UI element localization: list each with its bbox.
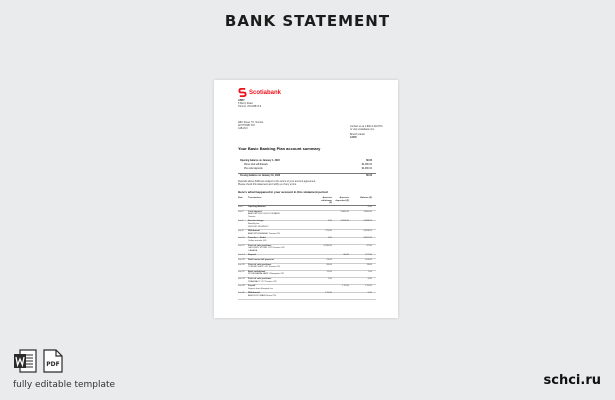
row-balance: 127.00 — [365, 254, 372, 257]
row-description: Withdrawal — [248, 292, 260, 295]
row-description: ABM 00123 MAIN Street ON — [248, 294, 276, 297]
bank-name: Scotiabank — [249, 89, 282, 96]
row-description: Cash deposit — [248, 210, 262, 213]
row-date: Jan 24 — [238, 278, 245, 280]
summary-line: Opening balance on January 1, 2023 $0.00 — [240, 160, 372, 162]
row-description: Service charge — [248, 220, 264, 223]
row-description: Transfer — Debit — [248, 237, 266, 240]
row-balance: 47.00 — [366, 244, 372, 247]
row-withdrawn: 4,780.00 — [323, 244, 332, 247]
row-withdrawn: 12.00 — [326, 270, 332, 273]
row-description: Deposit from Example Inc — [248, 287, 274, 290]
row-date: Jan 18 — [238, 259, 245, 261]
site-watermark: schci.ru — [543, 373, 601, 388]
row-date: Jan 28 — [238, 285, 245, 288]
row-description: Bank withdrawal — [248, 270, 266, 273]
svg-text:PDF: PDF — [46, 361, 60, 368]
row-description: WITHDRAWAL ABM 1 Brampton ON — [248, 273, 284, 276]
note-line: Deposits above $100 are subject to the terms of your account agreement. — [238, 180, 316, 183]
row-description: GROCERY STORE #125 Toronto ON — [248, 247, 285, 250]
row-balance: 19.00 — [366, 263, 372, 266]
row-date: Jan 22 — [238, 270, 245, 273]
row-date: Jan 2 — [238, 210, 244, 213]
contact-line: or visit scotiabank.com — [350, 128, 375, 131]
note-line: Please check this statement and notify us of any errors. — [238, 183, 297, 186]
contact-line: 12345 — [350, 136, 357, 139]
row-description: Deposit — [248, 254, 257, 257]
row-description: Point of sale purchase — [248, 263, 272, 266]
template-caption: fully editable template — [13, 380, 116, 390]
row-balance: 4,827.00 — [363, 237, 372, 240]
row-date: Jan 1 — [238, 206, 244, 208]
row-description: PHARMACY #12 Toronto ON — [248, 280, 277, 283]
page-title: BANK STATEMENT — [224, 12, 391, 30]
row-description: ABM DEPOSIT 00123 ONTARIO — [248, 213, 281, 216]
row-divider — [238, 299, 376, 300]
row-withdrawn: 1.00 — [327, 237, 332, 240]
table-row — [238, 245, 376, 254]
row-withdrawn: 2.00 — [327, 220, 332, 223]
row-date: Jan 8 — [238, 230, 244, 233]
table-row — [238, 220, 376, 229]
row-description: Toronto — [248, 215, 256, 218]
row-description: Debit memo bill payment — [248, 259, 274, 261]
row-balance: 3,400.00 — [363, 210, 372, 213]
summary-line: Minus total withdrawals $4,980.00 — [244, 164, 372, 166]
address-line: 5 Merry Road — [238, 102, 253, 105]
address-line: ABBY — [238, 99, 245, 102]
row-deposited: 3,400.00 — [340, 210, 349, 213]
row-balance: 5,598.00 — [363, 220, 372, 223]
address-line: Toronto, ON M3B 7L9 — [238, 105, 262, 108]
address-line: ANYTOWN ON — [238, 124, 255, 127]
pdf-icon — [43, 349, 63, 373]
address-line: A1B 2C3 — [238, 127, 248, 130]
row-description: CANADA — [248, 249, 258, 252]
row-date: Jan 5 — [238, 220, 244, 223]
row-withdrawn: 770.00 — [325, 230, 332, 233]
row-deposited: 170.00 — [342, 285, 349, 288]
row-description: Payroll — [248, 285, 256, 288]
row-description: Opening Balance — [248, 206, 266, 208]
format-icons — [13, 349, 63, 373]
row-description: Online transfer 001 — [248, 239, 267, 242]
transactions-heading: Here's what happened in your account in this statement period — [238, 190, 328, 194]
row-balance: 7.00 — [367, 270, 372, 273]
row-description: DEPOSIT MONTHLY — [248, 225, 269, 228]
row-date: Jan 30 — [238, 292, 245, 295]
bank-statement-preview — [214, 80, 398, 318]
row-balance: 4,828.00 — [363, 230, 372, 233]
row-date: Jan 12 — [238, 244, 245, 247]
row-balance: 170.00 — [365, 285, 372, 288]
account-summary-heading: Your Basic Banking Plan account summary — [238, 146, 321, 151]
scotiabank-s-icon — [238, 88, 247, 97]
row-balance: 0.00 — [367, 292, 372, 295]
row-description: Withdrawal — [248, 230, 260, 233]
address-line: ABC Street, 57, Toronto — [238, 121, 264, 124]
bank-logo — [238, 88, 281, 97]
row-date: Jan 10 — [238, 237, 245, 240]
row-balance: 104.00 — [365, 259, 372, 261]
table-header: Date Transactions Amounts withdrawn ($) Amounts deposited ($) Balance ($) — [238, 197, 372, 205]
row-balance: 0.00 — [367, 278, 372, 280]
row-withdrawn: 85.00 — [326, 263, 332, 266]
row-description: Point of sale purchase — [248, 244, 272, 247]
row-description: Monthly fee — [248, 222, 260, 225]
row-deposited: 80.00 — [343, 254, 349, 257]
contact-line: Contact us at 1-800-4-SCOTIA — [350, 125, 383, 128]
row-withdrawn: 23.00 — [326, 259, 332, 261]
row-description: ABM WITHDRAWAL Toronto ON — [248, 232, 280, 235]
divider — [238, 173, 376, 174]
table-row — [238, 211, 376, 220]
row-date: Jan 20 — [238, 263, 245, 266]
row-date: Jan 14 — [238, 254, 245, 257]
row-withdrawn: 170.00 — [325, 292, 332, 295]
row-description: COFFEE SHOP #42 Toronto ON — [248, 266, 280, 269]
word-icon — [13, 349, 37, 373]
row-withdrawn: 7.00 — [327, 278, 332, 280]
summary-line: Plus total deposits $4,980.00 — [244, 168, 372, 170]
row-balance: 0.00 — [367, 206, 372, 208]
row-deposited: 2,200.00 — [340, 220, 349, 223]
row-description: Point of sale purchase — [248, 278, 272, 280]
contact-line: Branch transit — [350, 133, 365, 136]
summary-line: Closing balance on January 31, 2023 $0.00 — [240, 175, 372, 177]
